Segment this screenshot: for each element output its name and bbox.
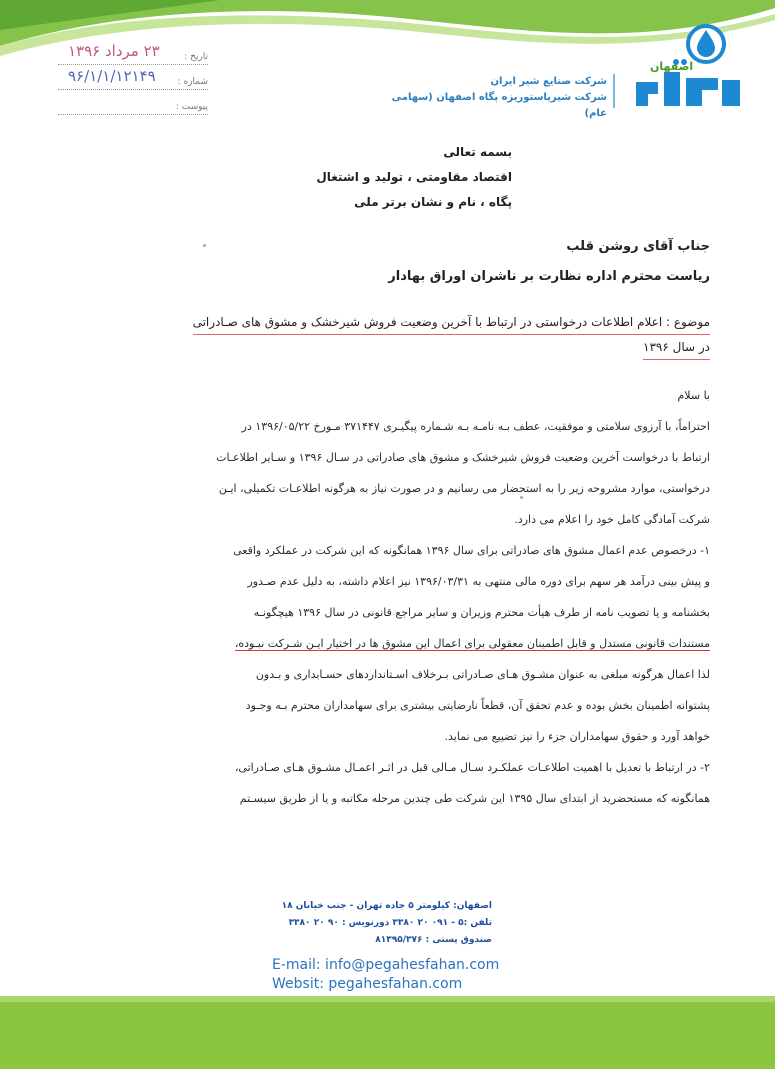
body-line: با سلام bbox=[677, 389, 710, 402]
body-line: درخواستی، موارد مشروحه زیر را به استحضار می رسانیم و در صورت نیاز به هرگونه اطلاعـات تکمیلی، ایـن bbox=[218, 482, 710, 495]
recipient-block bbox=[380, 232, 710, 292]
company-names bbox=[377, 74, 607, 122]
number-label: شماره : bbox=[177, 77, 208, 87]
body-line: و پیش بینی درآمد هر سهم برای دوره مالی منتهی به ۱۳۹۶/۰۳/۳۱ نیز اعلام داشته، به دلیل عدم صـدور bbox=[247, 575, 710, 588]
scan-speck bbox=[203, 244, 206, 247]
letter-body bbox=[58, 380, 710, 814]
date-label: تاریخ : bbox=[184, 52, 208, 62]
footer-phone: تلفن :۵ - ۰۹۱ ۲۰ ۳۳۸۰ دورنویس : ۹۰ ۲۰ ۳۳۸۰ bbox=[288, 918, 492, 928]
heading-slogan: اقتصاد مقاومتی ، تولید و اشتغال bbox=[316, 170, 512, 184]
footer-address: اصفهان: کیلومتر ۵ جاده تهران - جنب خیابان ۱۸ bbox=[281, 901, 492, 911]
body-line: شرکت آمادگی کامل خود را اعلام می دارد. bbox=[514, 513, 710, 526]
pegah-logo bbox=[618, 22, 753, 114]
letter-headings bbox=[200, 140, 512, 215]
date-value: ۲۳ مرداد ۱۳۹۶ bbox=[68, 42, 160, 60]
company-line-2: شرکت شیرپاستوریزه پگاه اصفهان (سهامی عام) bbox=[391, 92, 607, 119]
number-row bbox=[58, 67, 208, 90]
company-line-1: شرکت صنایع شیر ایران bbox=[490, 76, 607, 87]
body-line: همانگونه که مستحضرید از ابتدای سال ۱۳۹۵ این شرکت طی چندین مرحله مکاتبه و یا از طریق سیسـتم bbox=[239, 792, 710, 805]
attachment-label: پیوست : bbox=[175, 102, 208, 112]
body-line: احتراماً، با آرزوی سلامتی و موفقیت، عطف بـه نامـه بـه شـماره پیگیـری ۳۷۱۴۴۷ مـورخ ۱۳۹۶/۰۵/۲۲ در bbox=[241, 420, 710, 433]
date-row bbox=[58, 42, 208, 65]
heading-brand: پگاه ، نام و نشان برتر ملی bbox=[354, 195, 512, 209]
recipient-title: ریاست محترم اداره نظارت بر ناشران اوراق بهادار bbox=[388, 269, 710, 284]
body-line: ۱- درخصوص عدم اعمال مشوق های صادراتی برای سال ۱۳۹۶ همانگونه که این شرکت در عملکرد واقعی bbox=[233, 544, 710, 557]
highlighted-sentence: مستندات قانونی مستدل و قابل اطمینان معقولی برای اعمال این مشوق ها در اختیار ایـن شـرکت نبـوده، bbox=[234, 637, 710, 650]
letter-meta bbox=[58, 42, 208, 117]
body-line: ارتباط با درخواست آخرین وضعیت فروش شیرخشک و مشوق های صادراتی در سـال ۱۳۹۶ و سـایر اطلاعـات bbox=[216, 451, 710, 464]
footer-green-band bbox=[0, 996, 775, 1069]
body-line: خواهد آورد و حقوق سهامداران جزء را نیز تضییع می نماید. bbox=[444, 730, 710, 743]
body-line bbox=[58, 628, 710, 659]
subject-line-2: در سال ۱۳۹۶ bbox=[643, 335, 710, 360]
divider bbox=[613, 74, 615, 108]
body-line: پشتوانه اطمینان بخش بوده و عدم تحقق آن، قطعاً نارضایتی بیشتری برای سهامداران محترم بـه وجـود bbox=[245, 699, 710, 712]
number-value: ۹۶/۱/۱/۱۲۱۴۹ bbox=[68, 67, 156, 85]
footer-pobox: صندوق پستی : ۸۱۳۹۵/۳۷۶ bbox=[375, 935, 492, 945]
body-line: لذا اعمال هرگونه مبلغی به عنوان مشـوق هـای صـادراتی بـرخلاف اسـتانداردهای حسـابداری و بـدون bbox=[255, 668, 710, 681]
attachment-row bbox=[58, 92, 208, 115]
footer-contact bbox=[272, 956, 502, 994]
body-line: بخشنامه و یا تصویب نامه از طرف هیأت محترم وزیران و سایر مراجع قانونی در سال ۱۳۹۶ هیچگونـه bbox=[253, 606, 710, 619]
footer-email: E-mail: info@pegahesfahan.com bbox=[272, 957, 500, 973]
body-line: ۲- در ارتباط با تعدیل با اهمیت اطلاعـات عملکـرد سـال مـالی قبل در اثـر اعمـال مشـوق هـای صـادراتی، bbox=[234, 761, 710, 774]
footer-address-block bbox=[260, 898, 492, 949]
svg-text:اصفهان: اصفهان bbox=[650, 60, 694, 73]
heading-bismillah: بسمه تعالی bbox=[443, 145, 512, 159]
subject-block bbox=[58, 310, 710, 360]
subject-line-1: موضوع : اعلام اطلاعات درخواستی در ارتباط با آخرین وضعیت فروش شیرخشک و مشوق های صـادراتی bbox=[193, 310, 710, 335]
recipient-name: جناب آقای روشن قلب bbox=[566, 239, 710, 254]
footer-website: Websit: pegahesfahan.com bbox=[272, 976, 463, 992]
